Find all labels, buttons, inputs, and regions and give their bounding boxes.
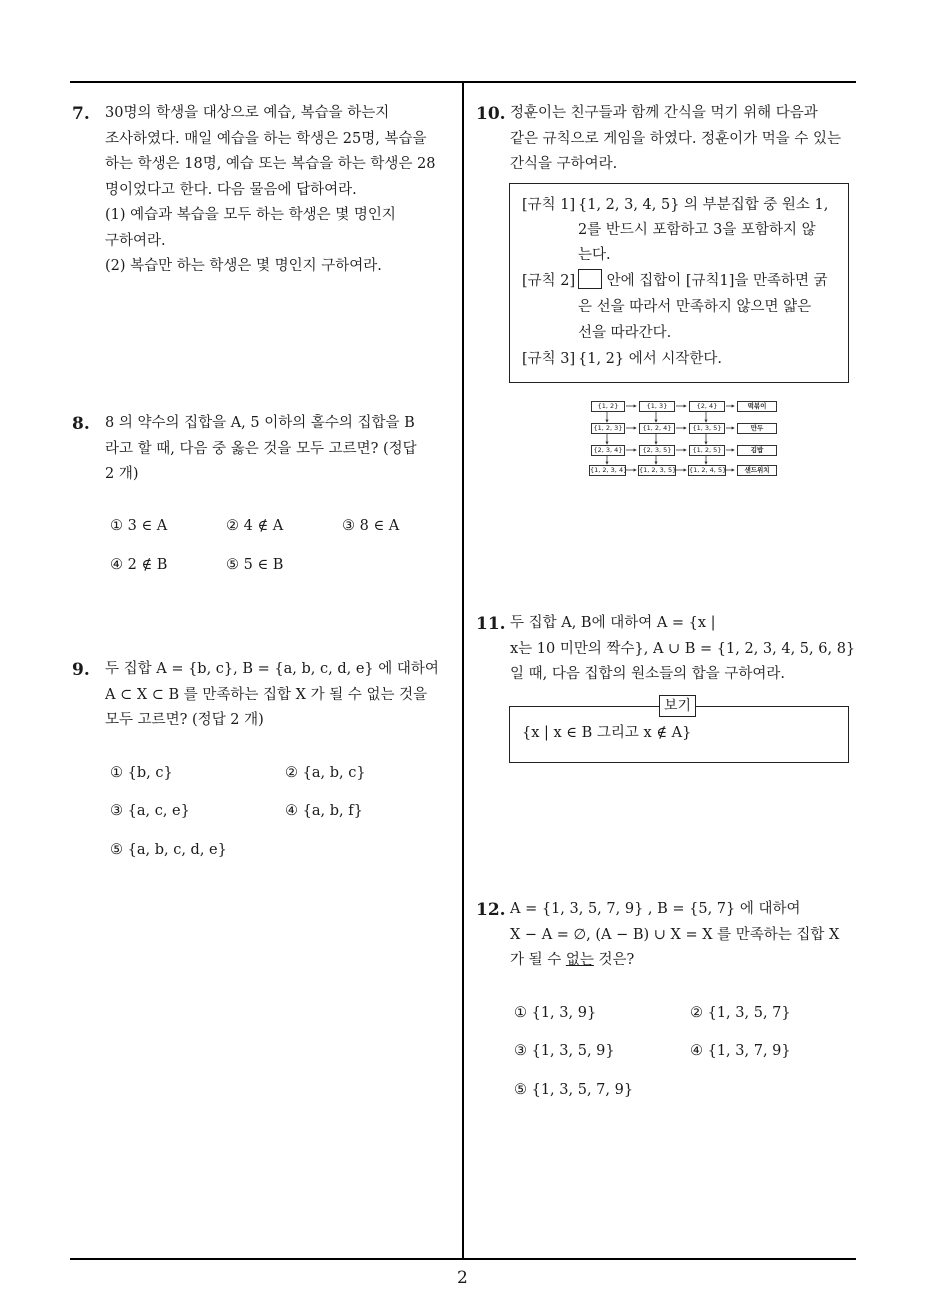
q7-line: 조사하였다. 매일 예습을 하는 학생은 25명, 복습을	[105, 130, 427, 147]
diagram-snack: 김밥	[737, 445, 777, 456]
q12-line3-pre: 가 될 수	[510, 952, 566, 968]
q10-line: 정훈이는 친구들과 함께 간식을 먹기 위해 다음과	[510, 105, 818, 121]
q12-line3-post: 것은?	[593, 952, 635, 968]
question-9-number: 9.	[72, 660, 90, 680]
question-12-text	[510, 897, 839, 974]
rule-1-line: 는다.	[578, 247, 611, 263]
q8-choice-1[interactable]: ① 3 ∈ A	[110, 518, 168, 534]
q8-choice-4[interactable]: ④ 2 ∉ B	[110, 557, 168, 573]
q10-line: 같은 규칙으로 게임을 하였다. 정훈이가 먹을 수 있는	[510, 130, 842, 147]
q9-choice-5[interactable]: ⑤ {a, b, c, d, e}	[110, 842, 227, 858]
q8-choice-5[interactable]: ⑤ 5 ∈ B	[226, 557, 284, 573]
rule-2-line: 안에 집합이 [규칙1]을 만족하면 굵	[606, 273, 828, 289]
question-12-number: 12.	[476, 900, 506, 920]
q8-choice-2[interactable]: ② 4 ∉ A	[226, 518, 284, 534]
diagram-node: {1, 2, 3, 5}	[639, 466, 677, 474]
q10-line: 간식을 구하여라.	[510, 156, 618, 172]
rule-2-label: [규칙 2]	[522, 273, 576, 289]
q9-line: A ⊂ X ⊂ B 를 만족하는 집합 X 가 될 수 없는 것을	[105, 686, 428, 703]
question-9-text	[105, 657, 439, 734]
question-8-number: 8.	[72, 414, 90, 434]
column-divider	[462, 81, 464, 1259]
q12-choice-2[interactable]: ② {1, 3, 5, 7}	[690, 1005, 791, 1021]
q11-line: x는 10 미만의 짝수}, A ∪ B = {1, 2, 3, 4, 5, 6, 8}	[510, 640, 856, 657]
diagram-node: {1, 2, 5}	[689, 445, 725, 456]
q11-line: 일 때, 다음 집합의 원소들의 합을 구하여라.	[510, 666, 785, 682]
q7-line: 명이었다고 한다. 다음 물음에 답하여라.	[105, 181, 357, 198]
page-number: 2	[457, 1268, 468, 1288]
q9-line: 모두 고르면? (정답 2 개)	[105, 712, 264, 728]
q9-choice-4[interactable]: ④ {a, b, f}	[285, 803, 363, 819]
diagram-snack: 만두	[737, 423, 777, 434]
q8-choice-3[interactable]: ③ 8 ∈ A	[342, 518, 400, 534]
q12-choice-3[interactable]: ③ {1, 3, 5, 9}	[514, 1043, 615, 1059]
q7-line: 구하여라.	[105, 232, 166, 249]
q12-choice-5[interactable]: ⑤ {1, 3, 5, 7, 9}	[514, 1082, 634, 1098]
diagram-node: {1, 2, 4, 5}	[689, 466, 727, 474]
blank-box-symbol	[578, 269, 602, 289]
bogi-text: {x | x ∈ B 그리고 x ∉ A}	[522, 725, 692, 741]
q11-line: 두 집합 A, B에 대하여 A = {x |	[510, 615, 716, 631]
bottom-rule	[70, 1258, 856, 1260]
q12-line: A = {1, 3, 5, 7, 9} , B = {5, 7} 에 대하여	[510, 901, 801, 917]
q12-underlined-word: 없는	[565, 952, 594, 968]
rule-3-label: [규칙 3]	[522, 351, 576, 367]
q9-choice-3[interactable]: ③ {a, c, e}	[110, 803, 190, 819]
diagram-node: {1, 2, 4}	[639, 423, 675, 434]
question-11-text	[510, 611, 855, 688]
rule-2-line: 선을 따라간다.	[578, 325, 672, 341]
q12-line: X − A = ∅, (A − B) ∪ X = X 를 만족하는 집합 X	[510, 926, 840, 943]
question-11-number: 11.	[476, 614, 506, 634]
diagram-node: {2, 3, 5}	[639, 445, 675, 456]
diagram-snack: 샌드위치	[737, 465, 777, 476]
diagram-node: {2, 4}	[689, 401, 725, 412]
diagram-node: {1, 2}	[591, 401, 625, 412]
q9-line: 두 집합 A = {b, c}, B = {a, b, c, d, e} 에 대하여	[105, 661, 439, 677]
diagram-node: {2, 3, 4}	[591, 445, 625, 456]
q7-line: (2) 복습만 하는 학생은 몇 명인지 구하여라.	[105, 258, 382, 274]
q7-line: 하는 학생은 18명, 예습 또는 복습을 하는 학생은 28	[105, 156, 436, 172]
question-7-number: 7.	[72, 104, 90, 124]
diagram-node: {1, 2, 3}	[591, 423, 625, 434]
question-10-number: 10.	[476, 104, 506, 124]
question-10-text	[510, 101, 841, 178]
rule-1-label: [규칙 1]	[522, 197, 576, 213]
rule-2-first-line	[578, 269, 828, 295]
diagram-node: {1, 3}	[639, 401, 675, 412]
question-7-text	[105, 101, 436, 280]
q12-choice-4[interactable]: ④ {1, 3, 7, 9}	[690, 1043, 791, 1059]
q12-line-3	[510, 948, 839, 974]
q12-choice-1[interactable]: ① {1, 3, 9}	[514, 1005, 597, 1021]
diagram-snack: 떡볶이	[737, 401, 777, 412]
rule-3-text: {1, 2} 에서 시작한다.	[578, 351, 722, 367]
q9-choice-1[interactable]: ① {b, c}	[110, 765, 173, 781]
q8-line: 라고 할 때, 다음 중 옳은 것을 모두 고르면? (정답	[105, 440, 417, 457]
q7-line: (1) 예습과 복습을 모두 하는 학생은 몇 명인지	[105, 207, 396, 223]
rule-1-line: {1, 2, 3, 4, 5} 의 부분집합 중 원소 1,	[578, 197, 829, 213]
diagram-node: {1, 2, 3, 4}	[590, 466, 628, 474]
diagram-node: {1, 3, 5}	[689, 423, 725, 434]
question-8-text	[105, 411, 417, 488]
snack-flow-diagram	[588, 398, 780, 478]
q8-line: 2 개)	[105, 466, 139, 482]
q9-choice-2[interactable]: ② {a, b, c}	[285, 765, 366, 781]
bogi-label: 보기	[659, 695, 696, 717]
rule-2-line: 은 선을 따라서 만족하지 않으면 얇은	[578, 299, 812, 315]
q7-line: 30명의 학생을 대상으로 예습, 복습을 하는지	[105, 105, 390, 121]
q8-line: 8 의 약수의 집합을 A, 5 이하의 홀수의 집합을 B	[105, 415, 415, 431]
rule-1-line: 2를 반드시 포함하고 3을 포함하지 않	[578, 222, 816, 238]
